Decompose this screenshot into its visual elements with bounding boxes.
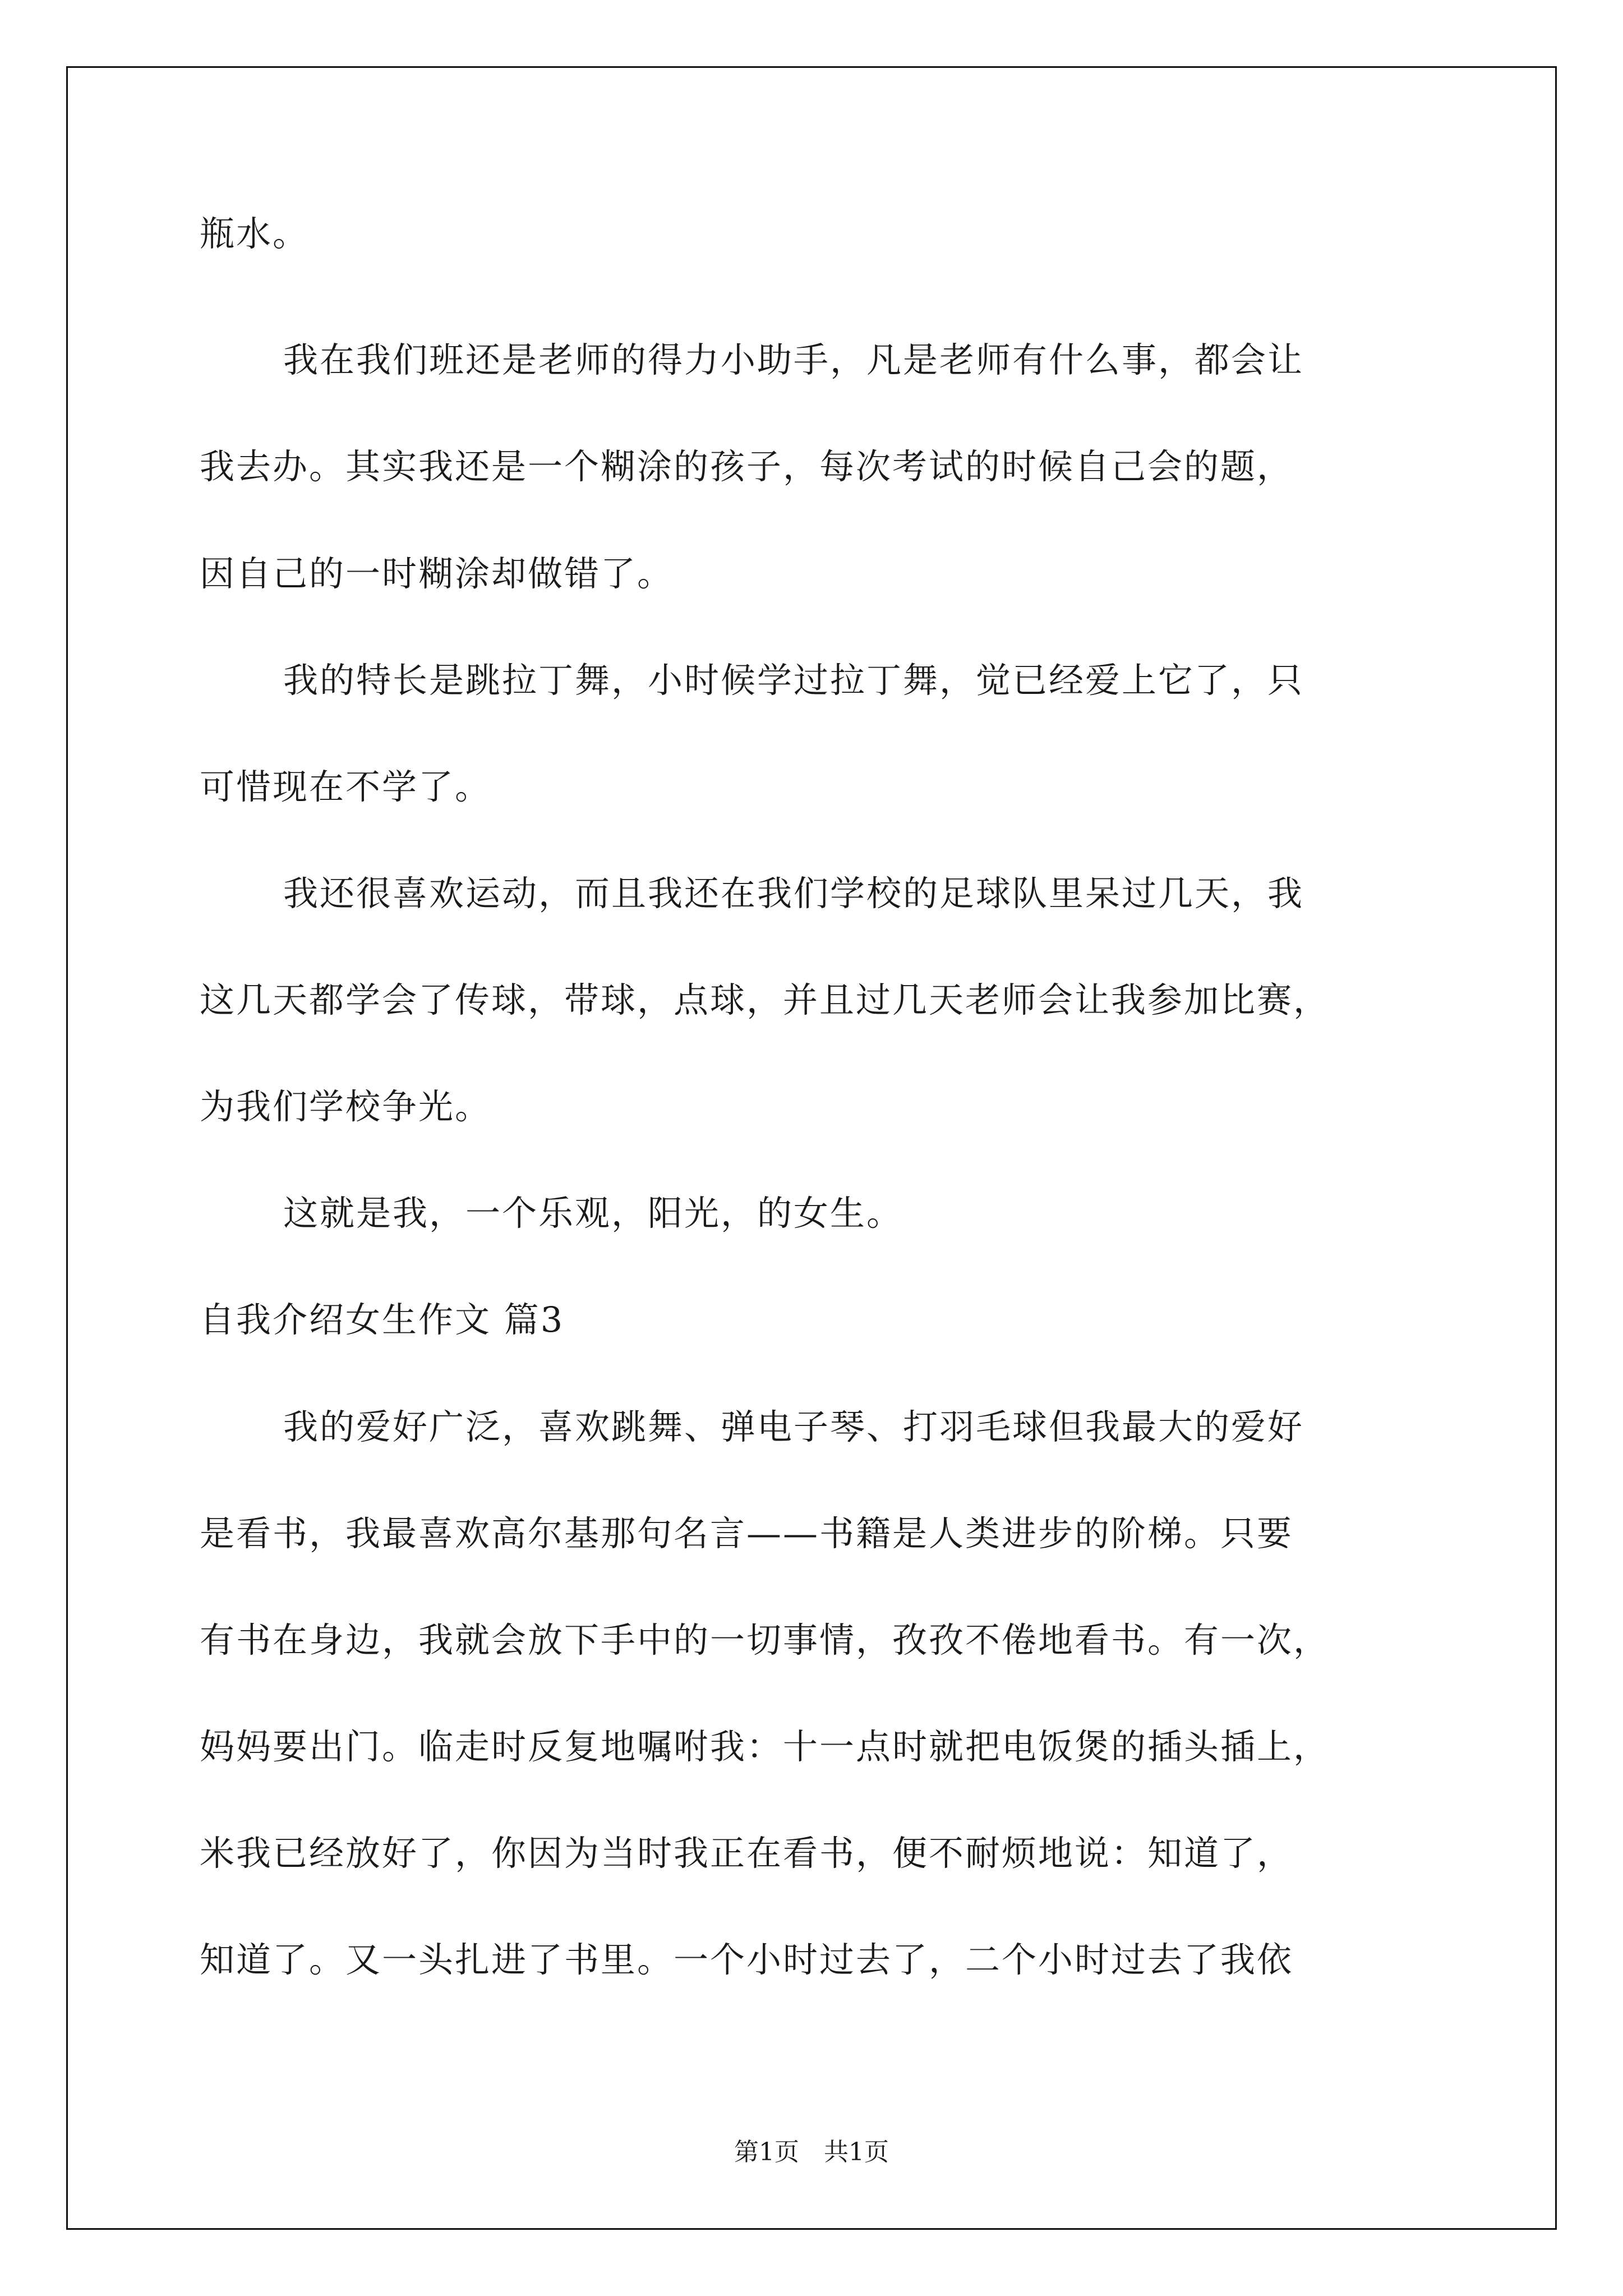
text-line: 这几天都学会了传球，带球，点球，并且过几天老师会让我参加比赛， (200, 979, 1330, 1020)
page-border (66, 66, 1557, 2230)
paragraph-line: 我在我们班还是老师的得力小助手，凡是老师有什么事，都会让 (283, 339, 1304, 380)
section-heading: 自我介绍女生作文 篇3 (200, 1299, 565, 1340)
text-line: 因自己的一时糊涂却做错了。 (200, 553, 674, 594)
text-line: 我去办。其实我还是一个糊涂的孩子，每次考试的时候自己会的题， (200, 446, 1294, 487)
text-line: 米我已经放好了，你因为当时我正在看书，便不耐烦地说：知道了， (200, 1833, 1294, 1874)
paragraph-line: 我的爱好广泛，喜欢跳舞、弹电子琴、打羽毛球但我最大的爱好 (283, 1406, 1304, 1447)
paragraph-line: 我还很喜欢运动，而且我还在我们学校的足球队里呆过几天，我 (283, 873, 1304, 914)
text-line: 妈妈要出门。临走时反复地嘱咐我：十一点时就把电饭煲的插头插上， (200, 1726, 1330, 1767)
text-line: 知道了。又一头扎进了书里。一个小时过去了，二个小时过去了我依 (200, 1939, 1294, 1980)
text-line: 有书在身边，我就会放下手中的一切事情，孜孜不倦地看书。有一次， (200, 1619, 1330, 1660)
text-line: 瓶水。 (200, 213, 310, 254)
text-line: 为我们学校争光。 (200, 1086, 492, 1127)
text-line: 是看书，我最喜欢高尔基那句名言——书籍是人类进步的阶梯。只要 (200, 1513, 1294, 1554)
paragraph-line: 这就是我，一个乐观，阳光，的女生。 (283, 1193, 903, 1234)
text-line: 可惜现在不学了。 (200, 766, 492, 807)
page-footer: 第1页 共1页 (734, 2138, 889, 2166)
paragraph-line: 我的特长是跳拉丁舞，小时候学过拉丁舞，觉已经爱上它了，只 (283, 660, 1304, 701)
